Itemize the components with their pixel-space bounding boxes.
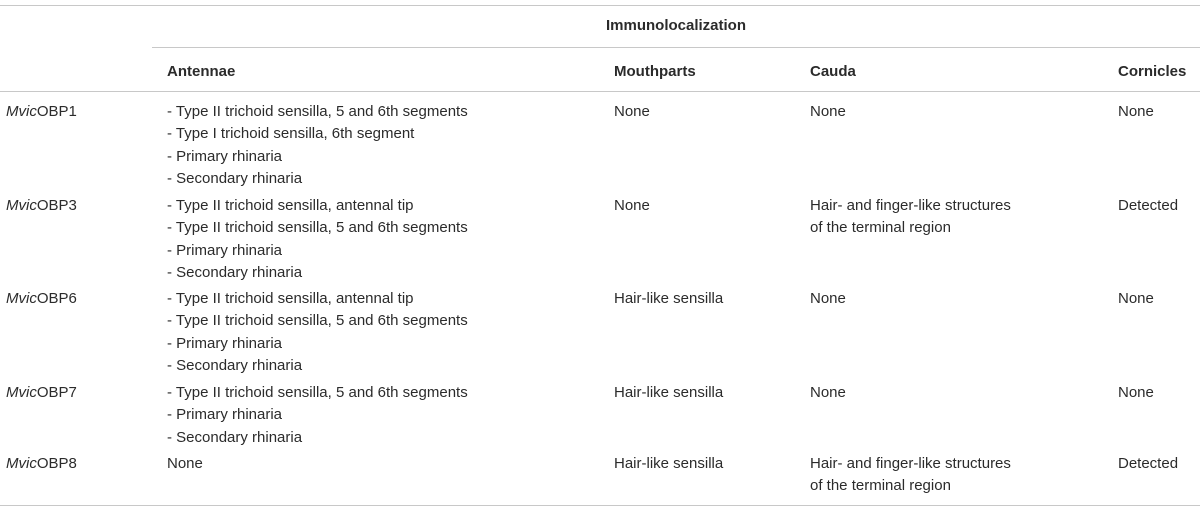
cell-mouthparts bbox=[614, 382, 723, 404]
cell-line: Hair- and finger-like structures bbox=[810, 455, 1011, 472]
cell-antennae bbox=[167, 101, 468, 190]
cell-mouthparts bbox=[614, 453, 723, 475]
gene-name bbox=[6, 453, 77, 475]
cell-line: of the terminal region bbox=[810, 477, 951, 495]
cell-line: None bbox=[614, 103, 650, 120]
gene-name bbox=[6, 382, 77, 404]
cell-cauda bbox=[810, 195, 1011, 240]
gene-prefix: Mvic bbox=[6, 455, 37, 472]
gene-name bbox=[6, 101, 77, 123]
cell-line: - Primary rhinaria bbox=[167, 334, 283, 352]
cell-cauda bbox=[810, 382, 846, 404]
cell-line: None bbox=[810, 384, 846, 401]
cell-line: None bbox=[167, 455, 203, 472]
cell-line: - Secondary rhinaria bbox=[167, 263, 303, 281]
spanner-rule bbox=[152, 47, 1200, 48]
cell-cornicles bbox=[1118, 195, 1178, 217]
gene-name bbox=[6, 288, 77, 310]
immunolocalization-header: Immunolocalization bbox=[605, 17, 746, 34]
cell-line: - Type I trichoid sensilla, 6th segment bbox=[167, 125, 415, 143]
cell-cornicles bbox=[1118, 101, 1154, 123]
cell-cornicles bbox=[1118, 453, 1178, 475]
cell-line: - Primary rhinaria bbox=[167, 241, 283, 259]
cell-line: None bbox=[810, 103, 846, 120]
column-header-mouthparts: Mouthparts bbox=[614, 63, 696, 80]
cell-mouthparts bbox=[614, 288, 723, 310]
cell-cauda bbox=[810, 101, 846, 123]
cell-line: - Type II trichoid sensilla, antennal tip bbox=[167, 290, 414, 307]
cell-line: Hair- and finger-like structures bbox=[810, 197, 1011, 214]
cell-line: None bbox=[614, 197, 650, 214]
gene-prefix: Mvic bbox=[6, 103, 37, 120]
cell-mouthparts bbox=[614, 195, 650, 217]
cell-line: - Primary rhinaria bbox=[167, 147, 283, 165]
cell-line: None bbox=[1118, 290, 1154, 307]
cell-line: None bbox=[1118, 103, 1154, 120]
cell-line: Hair-like sensilla bbox=[614, 290, 724, 307]
cell-antennae bbox=[167, 453, 203, 475]
table-bottom-rule bbox=[0, 505, 1200, 506]
cell-cauda bbox=[810, 288, 846, 310]
cell-antennae bbox=[167, 382, 468, 449]
cell-line: of the terminal region bbox=[810, 219, 951, 237]
gene-suffix: OBP8 bbox=[36, 455, 77, 472]
cell-line: None bbox=[1118, 384, 1154, 401]
gene-suffix: OBP3 bbox=[36, 197, 77, 214]
cell-cornicles bbox=[1118, 382, 1154, 404]
cell-line: Detected bbox=[1118, 197, 1179, 214]
gene-suffix: OBP6 bbox=[36, 290, 77, 307]
column-header-cornicles: Cornicles bbox=[1118, 63, 1187, 80]
cell-line: Hair-like sensilla bbox=[614, 384, 724, 401]
gene-suffix: OBP1 bbox=[36, 103, 77, 120]
header-rule bbox=[0, 91, 1200, 92]
cell-line: - Type II trichoid sensilla, 5 and 6th segments bbox=[167, 384, 468, 401]
gene-prefix: Mvic bbox=[6, 384, 37, 401]
gene-prefix: Mvic bbox=[6, 290, 37, 307]
cell-cornicles bbox=[1118, 288, 1154, 310]
gene-suffix: OBP7 bbox=[36, 384, 77, 401]
cell-line: - Secondary rhinaria bbox=[167, 356, 303, 374]
column-header-cauda: Cauda bbox=[810, 63, 856, 80]
cell-line: Detected bbox=[1118, 455, 1179, 472]
cell-antennae bbox=[167, 195, 468, 284]
cell-antennae bbox=[167, 288, 468, 377]
cell-line: Hair-like sensilla bbox=[614, 455, 724, 472]
cell-line: - Type II trichoid sensilla, 5 and 6th segments bbox=[167, 103, 468, 120]
cell-line: - Primary rhinaria bbox=[167, 406, 283, 424]
cell-cauda bbox=[810, 453, 1011, 498]
cell-line: - Secondary rhinaria bbox=[167, 169, 303, 187]
gene-name bbox=[6, 195, 77, 217]
cell-line: - Secondary rhinaria bbox=[167, 428, 303, 446]
cell-line: - Type II trichoid sensilla, 5 and 6th segments bbox=[167, 219, 468, 237]
column-header-antennae: Antennae bbox=[167, 63, 236, 80]
cell-line: - Type II trichoid sensilla, antennal tip bbox=[167, 197, 414, 214]
gene-prefix: Mvic bbox=[6, 197, 37, 214]
table-top-rule bbox=[0, 5, 1200, 6]
cell-line: None bbox=[810, 290, 846, 307]
cell-mouthparts bbox=[614, 101, 650, 123]
cell-line: - Type II trichoid sensilla, 5 and 6th segments bbox=[167, 312, 468, 330]
